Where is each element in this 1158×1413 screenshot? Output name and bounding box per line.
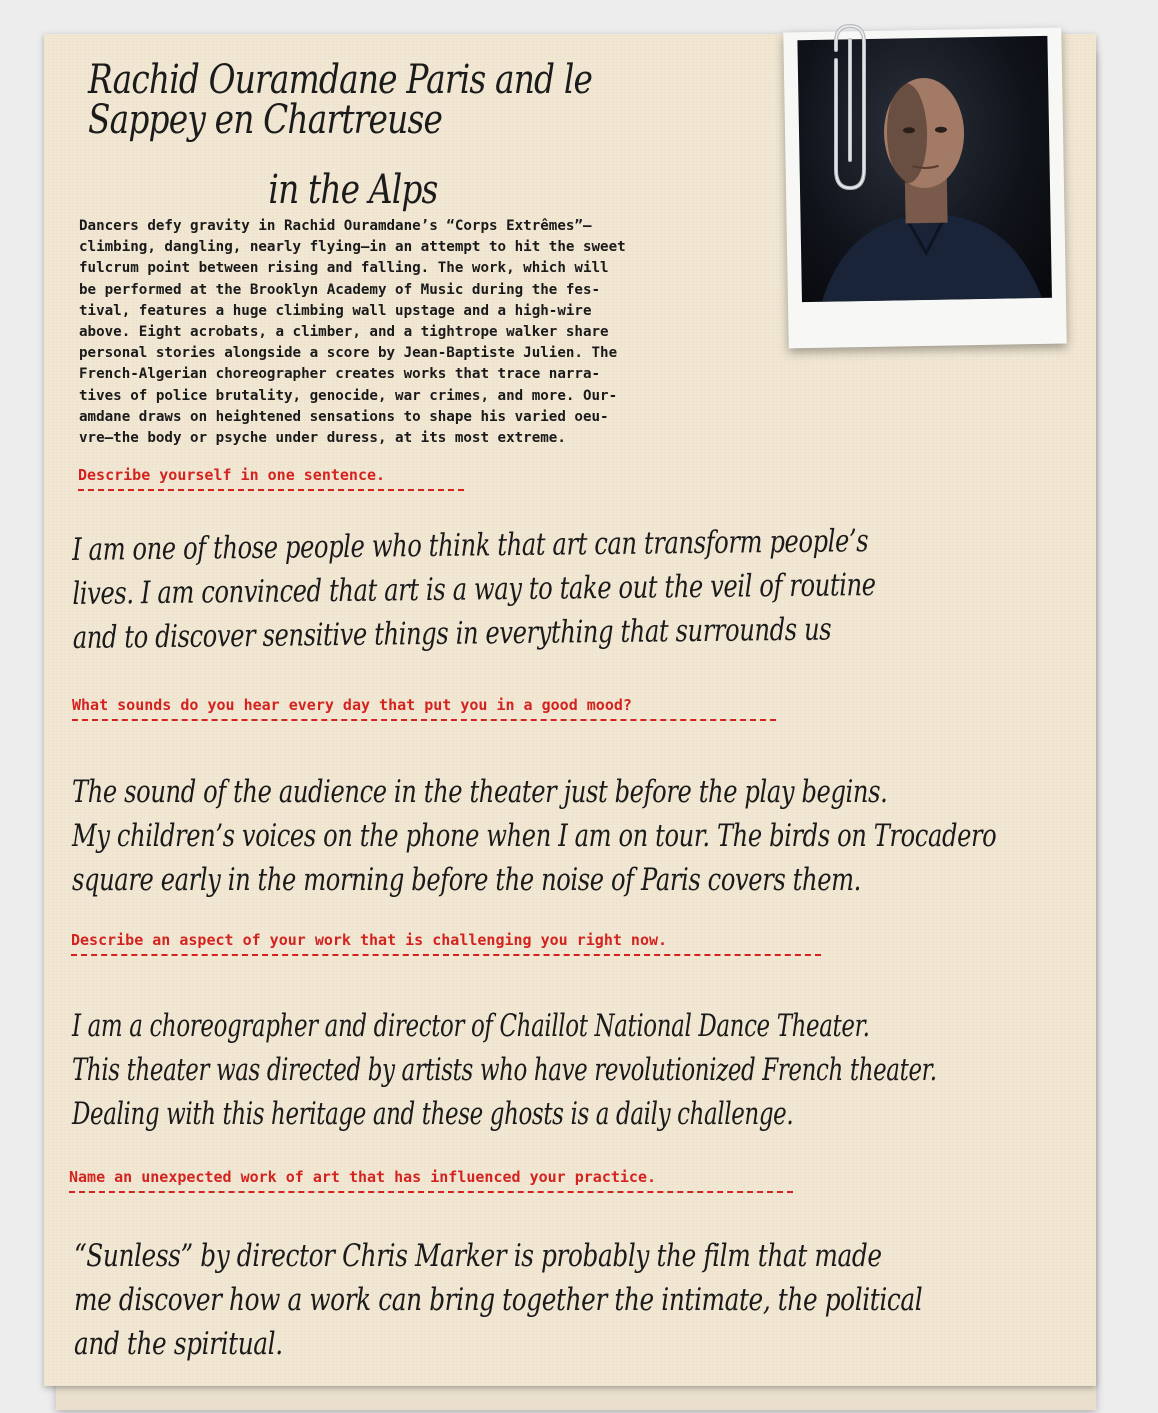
handwritten-title [88, 57, 678, 213]
dashed-underline [78, 489, 464, 491]
question-2 [72, 696, 776, 721]
title-line-1: Rachid Ouramdane Paris and le Sappey en Chartreuse [88, 57, 593, 143]
question-text: What sounds do you hear every day that put you in a good mood? [72, 696, 632, 714]
intro-line: above. Eight acrobats, a climber, and a tightrope walker share [79, 324, 609, 341]
paperclip-icon [820, 20, 868, 196]
intro-line: French-Algerian choreographer creates works that trace narra- [79, 366, 601, 383]
intro-line: fulcrum point between rising and falling. The work, which will [79, 260, 609, 277]
intro-line: be performed at the Brooklyn Academy of Music during the fes- [79, 281, 601, 298]
question-3 [71, 931, 821, 956]
dashed-underline [72, 719, 776, 721]
intro-line: climbing, dangling, nearly flying—in an attempt to hit the sweet [79, 239, 626, 256]
intro-line: tives of police brutality, genocide, war crimes, and more. Our- [79, 387, 618, 404]
intro-line: amdane draws on heightened sensations to shape his varied oeu- [79, 408, 609, 425]
answer-line: square early in the morning before the noise of Paris covers them. [72, 862, 861, 898]
answer-2 [72, 770, 996, 902]
title-line-2: in the Alps [268, 167, 438, 213]
intro-paragraph [79, 216, 759, 449]
answer-1 [72, 519, 876, 660]
question-text: Name an unexpected work of art that has influenced your practice. [69, 1168, 656, 1186]
answer-line: lives. I am convinced that art is a way to take out the veil of routine [72, 567, 876, 612]
intro-line: tival, features a huge climbing wall upstage and a high-wire [79, 302, 592, 319]
answer-line: and the spiritual. [74, 1326, 283, 1362]
dashed-underline [71, 954, 821, 956]
question-text: Describe an aspect of your work that is challenging you right now. [71, 931, 668, 949]
answer-line: My children’s voices on the phone when I am on tour. The birds on Trocadero [72, 818, 997, 854]
answer-line: I am one of those people who think that art can transform people’s [72, 523, 869, 568]
answer-3 [72, 1004, 937, 1136]
answer-line: I am a choreographer and director of Chaillot National Dance Theater. [72, 1008, 870, 1044]
intro-line: Dancers defy gravity in Rachid Ouramdane’s “Corps Extrêmes”— [79, 218, 592, 234]
answer-line: “Sunless” by director Chris Marker is probably the film that made [74, 1238, 882, 1274]
answer-4 [74, 1234, 922, 1366]
answer-line: me discover how a work can bring together the intimate, the political [74, 1282, 923, 1318]
answer-line: Dealing with this heritage and these ghosts is a daily challenge. [72, 1096, 794, 1132]
answer-line: The sound of the audience in the theater just before the play begins. [72, 774, 888, 810]
intro-line: vre—the body or psyche under duress, at its most extreme. [79, 430, 566, 447]
intro-line: personal stories alongside a score by Jean-Baptiste Julien. The [79, 345, 618, 362]
answer-line: This theater was directed by artists who have revolutionized French theater. [72, 1052, 937, 1088]
question-4 [69, 1168, 793, 1193]
question-1 [78, 466, 464, 491]
question-text: Describe yourself in one sentence. [78, 466, 386, 484]
dashed-underline [69, 1191, 793, 1193]
answer-line: and to discover sensitive things in everything that surrounds us [72, 611, 832, 656]
